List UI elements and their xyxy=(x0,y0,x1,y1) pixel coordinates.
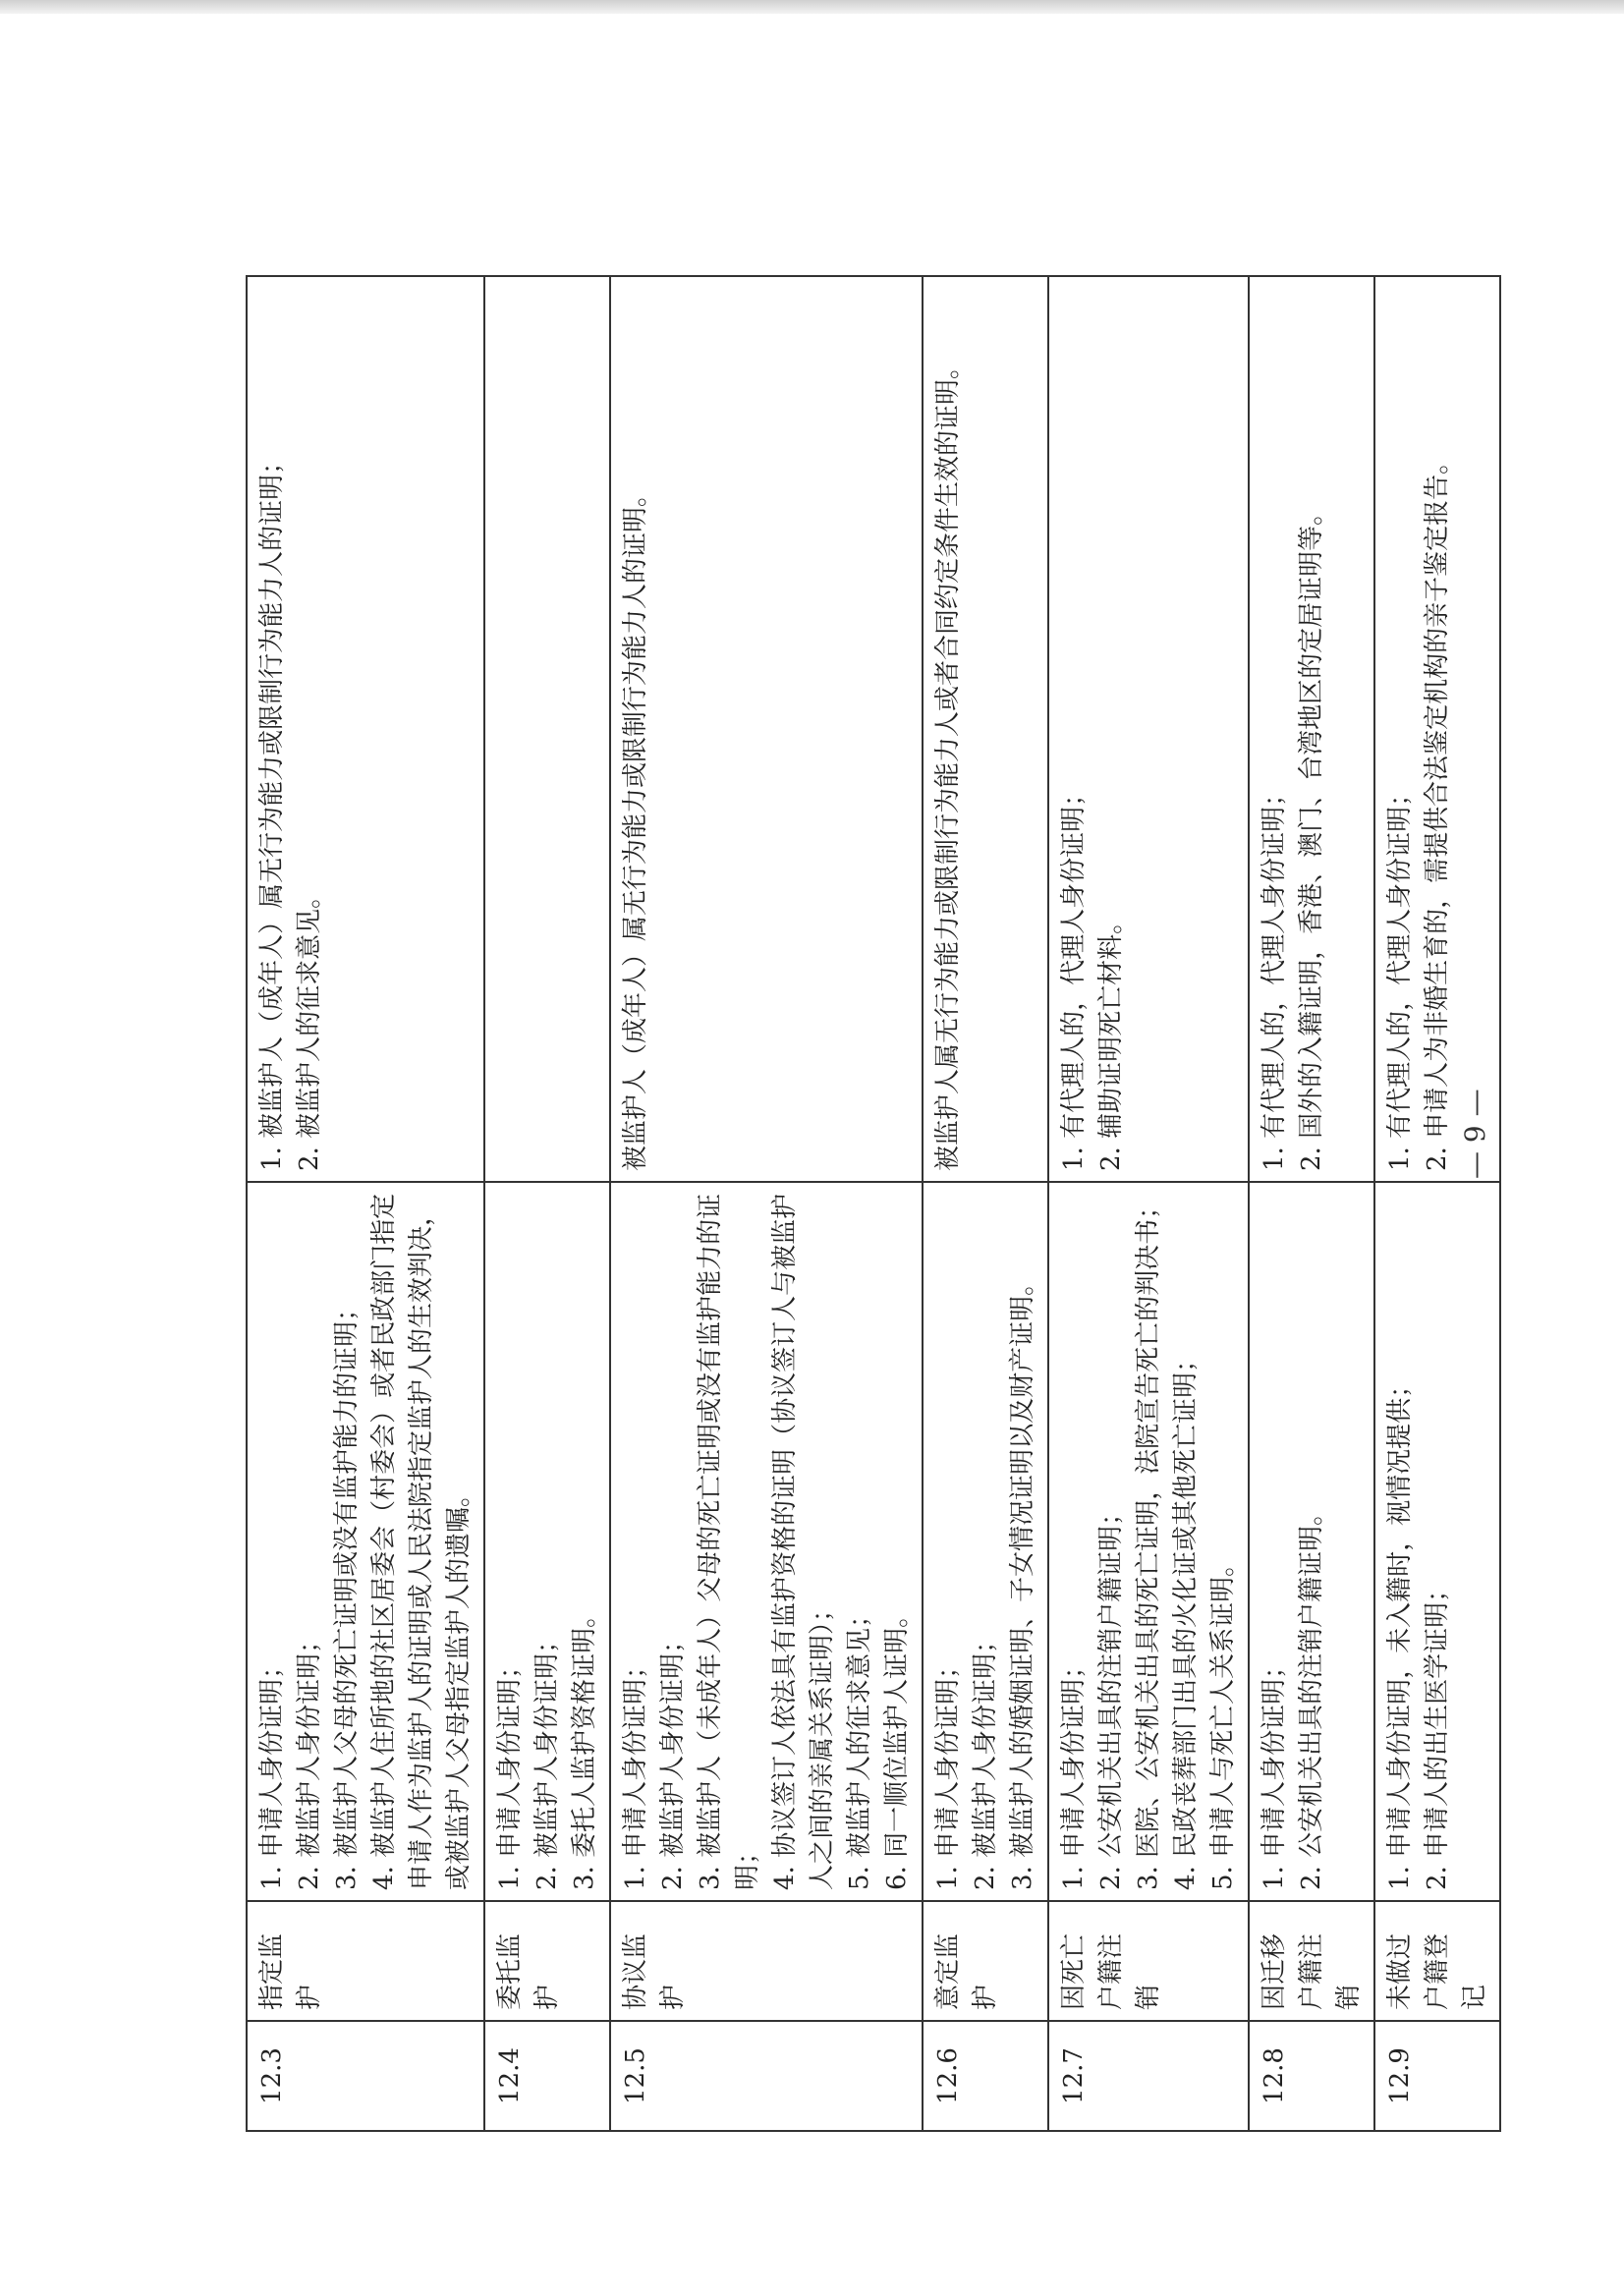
required-material-line: 1. 申请人身份证明； xyxy=(1260,1652,1289,1890)
item-name: 因迁移户籍注销 xyxy=(1249,1901,1374,2021)
supplementary-material-line: 2. 国外的入籍证明，香港、澳门、台湾地区的定居证明等。 xyxy=(1297,499,1326,1171)
required-material-line: 1. 申请人身份证明； xyxy=(1059,1652,1089,1890)
required-material-line: 3. 被监护人父母的死亡证明或没有监护能力的证明； xyxy=(332,1295,362,1890)
supplementary-materials xyxy=(1249,276,1374,1182)
required-materials xyxy=(610,1182,923,1901)
materials-table-body xyxy=(247,276,1500,2131)
required-materials xyxy=(1048,1182,1249,1901)
required-material-line: 3. 被监护人的婚姻证明、子女情况证明以及财产证明。 xyxy=(1008,1269,1037,1890)
required-material-line: 3. 医院、公安机关出具的死亡证明，法院宣告死亡的判决书； xyxy=(1134,1193,1163,1890)
scan-top-edge xyxy=(0,0,1624,14)
required-material-line: 4. 协议签订人依法具有监护资格的证明（协议签订人与被监护人之间的亲属关系证明）； xyxy=(770,1193,837,1890)
required-material-line: 6. 同一顺位监护人证明。 xyxy=(882,1601,912,1890)
table-row xyxy=(484,276,610,2131)
materials-table xyxy=(246,275,1501,2132)
supplementary-materials xyxy=(247,276,484,1182)
required-material-line: 2. 公安机关出具的注销户籍证明； xyxy=(1096,1499,1126,1890)
table-row xyxy=(247,276,484,2131)
required-material-line: 2. 被监护人身份证明； xyxy=(658,1627,688,1890)
required-materials xyxy=(1374,1182,1500,1901)
page-number: — 9 — xyxy=(1459,1089,1491,1179)
table-row xyxy=(1048,276,1249,2131)
required-material-line: 3. 被监护人（未成年人）父母的死亡证明或没有监护能力的证明； xyxy=(696,1193,762,1890)
required-materials xyxy=(923,1182,1048,1901)
required-material-line: 2. 申请人的出生医学证明； xyxy=(1423,1576,1452,1890)
required-material-line: 1. 申请人身份证明； xyxy=(495,1652,525,1890)
supplementary-materials xyxy=(1048,276,1249,1182)
supplementary-material-line: 1. 有代理人的，代理人身份证明； xyxy=(1260,780,1289,1171)
supplementary-material-line: 被监护人属无行为能力或限制行为能力人或者合同约定条件生效的证明。 xyxy=(933,353,963,1171)
supplementary-materials xyxy=(923,276,1048,1182)
required-materials xyxy=(484,1182,610,1901)
item-number: 12.8 xyxy=(1249,2021,1374,2131)
item-name: 因死亡户籍注销 xyxy=(1048,1901,1249,2021)
item-name: 委托监护 xyxy=(484,1901,610,2021)
item-name: 协议监护 xyxy=(610,1901,923,2021)
required-material-line: 2. 被监护人身份证明； xyxy=(295,1627,324,1890)
supplementary-material-line: 2. 申请人为非婚生育的，需提供合法鉴定机构的亲子鉴定报告。 xyxy=(1423,448,1452,1171)
supplementary-materials xyxy=(610,276,923,1182)
item-number: 12.3 xyxy=(247,2021,484,2131)
required-material-line: 4. 民政丧葬部门出具的火化证或其他死亡证明； xyxy=(1171,1346,1201,1890)
rotated-table-container xyxy=(246,275,1489,2132)
required-material-line: 4. 被监护人住所地的社区居委会（村委会）或者民政部门指定申请人作为监护人的证明或人民法院指定监护人的生效判决，或被监护人父母指定监护人的遗嘱。 xyxy=(369,1193,474,1890)
required-material-line: 1. 申请人身份证明； xyxy=(933,1652,963,1890)
required-materials xyxy=(1249,1182,1374,1901)
item-name: 指定监护 xyxy=(247,1901,484,2021)
required-material-line: 2. 被监护人身份证明； xyxy=(971,1627,1000,1890)
required-material-line: 2. 被监护人身份证明； xyxy=(532,1627,562,1890)
item-name: 未做过户籍登记 xyxy=(1374,1901,1500,2021)
supplementary-materials xyxy=(1374,276,1500,1182)
item-number: 12.9 xyxy=(1374,2021,1500,2131)
item-number: 12.6 xyxy=(923,2021,1048,2131)
item-number: 12.7 xyxy=(1048,2021,1249,2131)
supplementary-material-line: 1. 有代理人的，代理人身份证明； xyxy=(1059,780,1089,1171)
table-row xyxy=(610,276,923,2131)
table-row xyxy=(1249,276,1374,2131)
supplementary-material-line: 被监护人（成年人）属无行为能力或限制行为能力人的证明。 xyxy=(621,480,650,1171)
table-row xyxy=(1374,276,1500,2131)
required-materials xyxy=(247,1182,484,1901)
table-row xyxy=(923,276,1048,2131)
required-material-line: 5. 申请人与死亡人关系证明。 xyxy=(1208,1550,1238,1890)
item-number: 12.5 xyxy=(610,2021,923,2131)
item-number: 12.4 xyxy=(484,2021,610,2131)
supplementary-material-line: 1. 被监护人（成年人）属无行为能力或限制行为能力人的证明； xyxy=(257,448,287,1171)
item-name: 意定监护 xyxy=(923,1901,1048,2021)
supplementary-material-line: 2. 被监护人的征求意见。 xyxy=(295,882,324,1171)
required-material-line: 5. 被监护人的征求意见； xyxy=(845,1601,874,1890)
required-material-line: 3. 委托人监护资格证明。 xyxy=(570,1601,599,1890)
supplementary-materials xyxy=(484,276,610,1182)
required-material-line: 1. 申请人身份证明； xyxy=(257,1652,287,1890)
required-material-line: 1. 申请人身份证明； xyxy=(621,1652,650,1890)
supplementary-material-line: 2. 辅助证明死亡材料。 xyxy=(1096,908,1126,1171)
required-material-line: 1. 申请人身份证明，未入籍时，视情况提供； xyxy=(1385,1371,1415,1890)
supplementary-material-line: 1. 有代理人的，代理人身份证明； xyxy=(1385,780,1415,1171)
required-material-line: 2. 公安机关出具的注销户籍证明。 xyxy=(1297,1499,1326,1890)
